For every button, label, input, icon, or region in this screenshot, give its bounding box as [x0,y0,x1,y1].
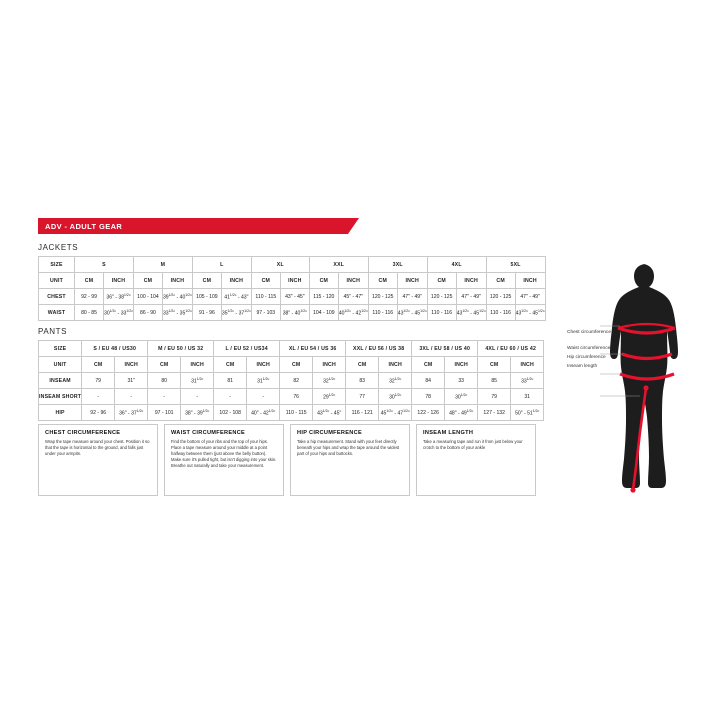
measurement-cell: 97 - 101 [148,405,181,421]
size-column-header: L / EU 52 / US34 [214,341,280,357]
measurement-cell: 91 - 96 [192,305,221,321]
measurement-cell: 85 [478,373,511,389]
unit-cell: INCH [104,273,134,289]
measurement-cell: $43^{1/2}$" - $45^{1/2}$" [515,305,545,321]
table-corner-size-header: SIZE [39,257,75,273]
size-column-header: 4XL / EU 60 / US 42 [478,341,544,357]
unit-cell: CM [251,273,280,289]
measurement-cell: 83 [346,373,379,389]
measurement-cell: $33^{1/2}$" [511,373,544,389]
unit-cell: CM [427,273,456,289]
measurement-instructions [38,424,542,496]
pants-table-body [39,373,544,421]
measurement-cell: 122 - 126 [412,405,445,421]
table-header-row [39,257,546,273]
measurement-cell: 127 - 132 [478,405,511,421]
measurement-cell: 110 - 115 [280,405,313,421]
measurement-cell: $45^{1/2}$" - $47^{1/2}$" [379,405,412,421]
table-row [39,305,546,321]
pants-size-table [38,340,544,421]
instruction-title: INSEAM LENGTH [423,430,474,436]
measurement-cell: $32^{1/2}$" [379,373,412,389]
jackets-table-head [39,257,546,289]
measurement-cell: $43^{1/2}$" - 45" [313,405,346,421]
measurement-cell: 36" - $37^{1/2}$" [115,405,148,421]
measurement-cell: 43" - 45" [280,289,309,305]
measurement-cell: $35^{1/2}$" - $37^{1/2}$" [221,305,251,321]
measurement-cell: 79 [478,389,511,405]
size-column-header: XXL [309,257,368,273]
measurement-cell: 100 - 104 [133,289,162,305]
unit-cell: INCH [115,357,148,373]
callout-chest: Chest circumference [567,330,611,335]
measurement-cell: 38" - $39^{1/2}$" [181,405,214,421]
measurement-cell: 92 - 99 [75,289,104,305]
measurement-cell: 38" - $40^{1/2}$" [280,305,309,321]
measurement-cell: 45" - 47" [338,289,368,305]
measurement-cell: 48" - $49^{1/2}$" [445,405,478,421]
measurement-cell: - [148,389,181,405]
instruction-body: Find the bottom of your ribs and the top of your hips. Place a tape measure around your middle at a point halfway between them (just above the belly button). Make sure it's pulled tight, but isn't digging into your skin. Breathe out naturally and take your measurement. [171,439,277,469]
measurement-cell: 82 [280,373,313,389]
instruction-body: Wrap the tape measure around your chest. Position it so that the tape is horizontal to the ground, and falls just under your armpits. [45,439,150,457]
callout-waist: Waist circumference [567,346,611,352]
measurement-cell: 92 - 96 [82,405,115,421]
unit-cell: INCH [397,273,427,289]
measurement-cell: 120 - 125 [486,289,515,305]
instruction-body: Take a hip measurement. Stand with your feet directly beneath your hips and wrap the tape around the widest part of your hips and buttocks. [297,439,400,457]
unit-cell: INCH [247,357,280,373]
unit-cell: INCH [511,357,544,373]
table-header-row [39,341,544,357]
size-column-header: S / EU 48 / US30 [82,341,148,357]
measurement-cell: 79 [82,373,115,389]
row-label: CHEST [39,289,75,305]
table-row [39,405,544,421]
unit-cell: INCH [313,357,346,373]
inseam-end-dot [630,487,635,492]
pants-section-title: PANTS [38,327,68,336]
measurement-cell: $40^{1/2}$" - $42^{1/2}$" [338,305,368,321]
unit-cell: CM [75,273,104,289]
measurement-cell: 50" - $51^{1/2}$" [511,405,544,421]
callout-hip: Hip circumference [567,354,606,360]
instruction-box [164,424,284,496]
size-column-header: 3XL / EU 58 / US 40 [412,341,478,357]
unit-cell: INCH [456,273,486,289]
size-column-header: S [75,257,134,273]
size-column-header: 4XL [427,257,486,273]
measurement-cell: $30^{1/2}$" - $33^{1/2}$" [104,305,134,321]
instruction-title: WAIST CIRCUMFERENCE [171,430,246,436]
size-column-header: L [192,257,251,273]
jackets-table-body [39,289,546,321]
measurement-cell: 86 - 90 [133,305,162,321]
unit-cell: INCH [221,273,251,289]
size-column-header: 5XL [486,257,545,273]
size-column-header: XL [251,257,309,273]
measurement-cell: 104 - 109 [309,305,338,321]
unit-cell: CM [133,273,162,289]
unit-cell: CM [309,273,338,289]
measurement-cell: 47" - 49" [397,289,427,305]
table-row [39,289,546,305]
unit-cell: INCH [162,273,192,289]
measurement-cell: 80 [148,373,181,389]
table-row [39,389,544,405]
row-label: INSEAM [39,373,82,389]
unit-cell: CM [192,273,221,289]
measurement-cell: $33^{1/2}$" - $35^{1/2}$" [162,305,192,321]
unit-row-label: UNIT [39,273,75,289]
unit-cell: CM [412,357,445,373]
measurement-cell: 78 [412,389,445,405]
measurement-cell: $30^{1/2}$" [445,389,478,405]
pants-table-head [39,341,544,373]
measurement-cell: - [181,389,214,405]
table-unit-row [39,273,546,289]
measurement-cell: 102 - 108 [214,405,247,421]
table-row [39,373,544,389]
mannequin-svg [596,262,700,512]
measurement-cell: 31 [511,389,544,405]
unit-cell: INCH [379,357,412,373]
measurement-cell: 47" - 49" [456,289,486,305]
measurement-cell: 31" [115,373,148,389]
unit-cell: CM [346,357,379,373]
measurement-cell: $30^{1/2}$" [379,389,412,405]
unit-cell: INCH [515,273,545,289]
measurement-cell: 115 - 120 [309,289,338,305]
instruction-box [38,424,158,496]
instruction-title: CHEST CIRCUMFERENCE [45,430,121,436]
unit-cell: CM [486,273,515,289]
measurement-cell: $32^{1/2}$" [313,373,346,389]
measurement-cell: - [214,389,247,405]
measurement-cell: $43^{1/2}$" - $45^{1/2}$" [456,305,486,321]
measurement-cell: - [82,389,115,405]
unit-cell: CM [280,357,313,373]
measurement-cell: $41^{1/2}$" - 43" [221,289,251,305]
unit-cell: CM [214,357,247,373]
size-column-header: XXL / EU 56 / US 38 [346,341,412,357]
instruction-box [290,424,410,496]
table-unit-row [39,357,544,373]
measurement-cell: 120 - 125 [368,289,397,305]
unit-cell: CM [148,357,181,373]
measurement-cell: 77 [346,389,379,405]
callout-inseam: Inseam length [567,363,598,369]
inseam-start-dot [643,385,648,390]
measurement-cell: $43^{1/2}$" - $45^{1/2}$" [397,305,427,321]
instruction-body: Take a measuring tape and run it from just below your crotch to the bottom of your ankle [423,439,523,451]
banner-label: ADV - ADULT GEAR [45,221,123,231]
measurement-cell: 110 - 116 [486,305,515,321]
measurement-cell: 81 [214,373,247,389]
row-label: INSEAM SHORT [39,389,82,405]
measurement-cell: 110 - 116 [427,305,456,321]
measurement-cell: 116 - 121 [346,405,379,421]
measurement-cell: $31^{1/2}$" [247,373,280,389]
table-corner-size-header: SIZE [39,341,82,357]
measurement-cell: - [115,389,148,405]
measurement-cell: 84 [412,373,445,389]
section-banner [38,218,348,234]
jackets-size-table [38,256,546,321]
measurement-cell: 76 [280,389,313,405]
measurement-cell: 47" - 49" [515,289,545,305]
measurement-cell: $31^{1/2}$" [181,373,214,389]
measurement-cell: 33 [445,373,478,389]
unit-row-label: UNIT [39,357,82,373]
mannequin-figure [596,262,700,512]
unit-cell: INCH [338,273,368,289]
size-column-header: M / EU 50 / US 32 [148,341,214,357]
measurement-cell: 120 - 125 [427,289,456,305]
unit-cell: INCH [445,357,478,373]
measurement-cell: 110 - 116 [368,305,397,321]
measurement-cell: 40" - $42^{1/2}$" [247,405,280,421]
measurement-cell: 105 - 109 [192,289,221,305]
instruction-title: HIP CIRCUMFERENCE [297,430,362,436]
measurement-cell: 97 - 103 [251,305,280,321]
measurement-cell: $29^{1/2}$" [313,389,346,405]
unit-cell: CM [82,357,115,373]
row-label: HIP [39,405,82,421]
measurement-cell: 110 - 115 [251,289,280,305]
measurement-cell: 36" - $38^{1/2}$" [104,289,134,305]
instruction-box [416,424,536,496]
measurement-cell: $39^{1/2}$" - $40^{1/2}$" [162,289,192,305]
unit-cell: INCH [280,273,309,289]
size-column-header: 3XL [368,257,427,273]
jackets-section-title: JACKETS [38,243,79,252]
row-label: WAIST [39,305,75,321]
measurement-cell: 80 - 85 [75,305,104,321]
unit-cell: CM [368,273,397,289]
unit-cell: INCH [181,357,214,373]
unit-cell: CM [478,357,511,373]
measurement-cell: - [247,389,280,405]
size-column-header: M [133,257,192,273]
size-column-header: XL / EU 54 / US 36 [280,341,346,357]
